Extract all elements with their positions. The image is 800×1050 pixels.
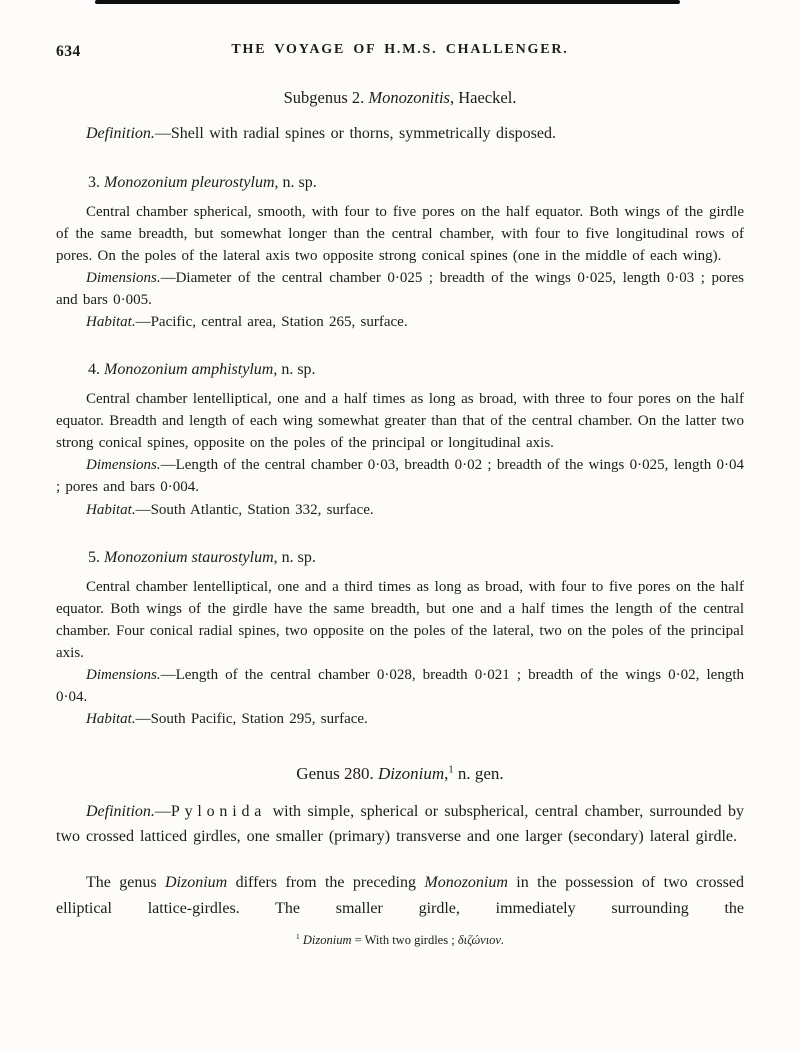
footnote bbox=[56, 933, 744, 948]
dimensions-line bbox=[56, 454, 744, 498]
dimensions-line bbox=[56, 664, 744, 708]
definition-label: Definition. bbox=[86, 125, 155, 142]
paragraph-text: in the possession of two crossed elliptical lattice-girdles. The smaller girdle, immediately surrounding the bbox=[56, 874, 745, 917]
footnote-reference: 1 bbox=[448, 764, 454, 776]
footnote-genus-name: Dizonium bbox=[299, 933, 352, 948]
species-number: 3. bbox=[88, 174, 104, 191]
dimensions-text: —Length of the central chamber 0·028, breadth 0·021 ; breadth of the wings 0·02, length 0·04. bbox=[56, 666, 744, 705]
species-heading bbox=[56, 549, 744, 567]
definition-label: Definition. bbox=[86, 802, 155, 820]
species-heading bbox=[56, 361, 744, 379]
genus-suffix: n. gen. bbox=[453, 763, 504, 783]
species-number: 5. bbox=[88, 548, 104, 566]
species-suffix: , n. sp. bbox=[273, 548, 316, 566]
definition-dash: — bbox=[154, 802, 171, 820]
subgenus-definition bbox=[56, 122, 744, 146]
habitat-text: —South Atlantic, Station 332, surface. bbox=[135, 501, 374, 518]
species-description: Central chamber lentelliptical, one and a half times as long as broad, with three to four pores on the half equator. Breadth and length of each wing somewhat greater than that of the central chamber. On the latter two strong conical spines, opposite on the poles of the principal or longitudinal axis. bbox=[56, 391, 744, 452]
genus-name: Dizonium bbox=[378, 763, 445, 783]
genus-paragraph bbox=[56, 870, 744, 921]
footnote-text: = With two girdles ; bbox=[351, 933, 458, 948]
dimensions-label: Dimensions. bbox=[86, 666, 161, 683]
species-number: 4. bbox=[88, 361, 104, 379]
subgenus-heading bbox=[56, 88, 744, 108]
species-entry bbox=[56, 361, 744, 520]
habitat-label: Habitat. bbox=[86, 501, 136, 518]
running-title: THE VOYAGE OF H.M.S. CHALLENGER. bbox=[231, 42, 569, 57]
dimensions-text: —Diameter of the central chamber 0·025 ; breadth of the wings 0·025, length 0·03 ; pores and bars 0·005. bbox=[56, 270, 744, 309]
genus-comma: , bbox=[444, 763, 449, 783]
footnote-marker: 1 bbox=[295, 932, 300, 942]
species-name: Monozonium amphistylum bbox=[104, 361, 274, 379]
genus-heading bbox=[56, 764, 744, 784]
scan-artifact-line bbox=[95, 0, 680, 4]
paragraph-text: differs from the preceding bbox=[227, 874, 425, 892]
species-heading bbox=[56, 174, 744, 192]
habitat-line bbox=[56, 499, 744, 521]
page-number: 634 bbox=[56, 43, 81, 60]
subgenus-label: Subgenus 2. bbox=[283, 88, 369, 107]
species-description: Central chamber lentelliptical, one and a third times as long as broad, with four to five pores on the half equator. Both wings of the girdle have the same breadth, but one and a half times the length of the central chamber. Four conical radial spines, two opposite on the poles of the lateral, two on the poles of the principal axis. bbox=[56, 578, 744, 661]
habitat-line bbox=[56, 311, 744, 333]
species-description: Central chamber spherical, smooth, with four to five pores on the half equator. Both wings of the girdle of the same breadth, but somewhat longer than the central chamber, with four to five longitudinal rows of pores. On the poles of the lateral axis two opposite strong conical spines (one in the middle of each wing). bbox=[56, 204, 744, 265]
genus-name-mention: Dizonium bbox=[164, 874, 228, 892]
species-suffix: , n. sp. bbox=[273, 361, 316, 379]
habitat-label: Habitat. bbox=[86, 314, 136, 331]
species-name: Monozonium staurostylum bbox=[104, 548, 274, 566]
species-entry bbox=[56, 174, 744, 333]
subgenus-author: , Haeckel. bbox=[449, 88, 517, 107]
genus-definition bbox=[56, 799, 744, 850]
habitat-label: Habitat. bbox=[86, 710, 136, 727]
order-name-spaced: Pylonida bbox=[170, 802, 267, 820]
footnote-greek-word: διζώνιον. bbox=[457, 933, 505, 948]
genus-label: Genus 280. bbox=[296, 763, 378, 783]
dimensions-text: —Length of the central chamber 0·03, breadth 0·02 ; breadth of the wings 0·025, length 0·04 ; pores and bars 0·004. bbox=[56, 457, 744, 496]
habitat-line bbox=[56, 708, 744, 730]
dimensions-line bbox=[56, 267, 744, 311]
genus-name-mention: Monozonium bbox=[424, 874, 508, 892]
species-name: Monozonium pleurostylum bbox=[104, 174, 275, 191]
definition-text: —Shell with radial spines or thorns, symmetrically disposed. bbox=[154, 125, 557, 142]
definition-text: with simple, spherical or subspherical, central chamber, surrounded by two crossed latticed girdles, one smaller (primary) transverse and one larger (secondary) lateral girdle. bbox=[56, 802, 744, 846]
species-suffix: , n. sp. bbox=[274, 174, 317, 191]
dimensions-label: Dimensions. bbox=[86, 457, 161, 474]
species-entry bbox=[56, 549, 744, 730]
subgenus-name: Monozonitis bbox=[368, 88, 450, 107]
page-header bbox=[56, 42, 744, 62]
habitat-text: —South Pacific, Station 295, surface. bbox=[135, 710, 368, 727]
habitat-text: —Pacific, central area, Station 265, surface. bbox=[135, 314, 408, 331]
dimensions-label: Dimensions. bbox=[86, 270, 161, 287]
paragraph-text: The genus bbox=[86, 874, 165, 892]
